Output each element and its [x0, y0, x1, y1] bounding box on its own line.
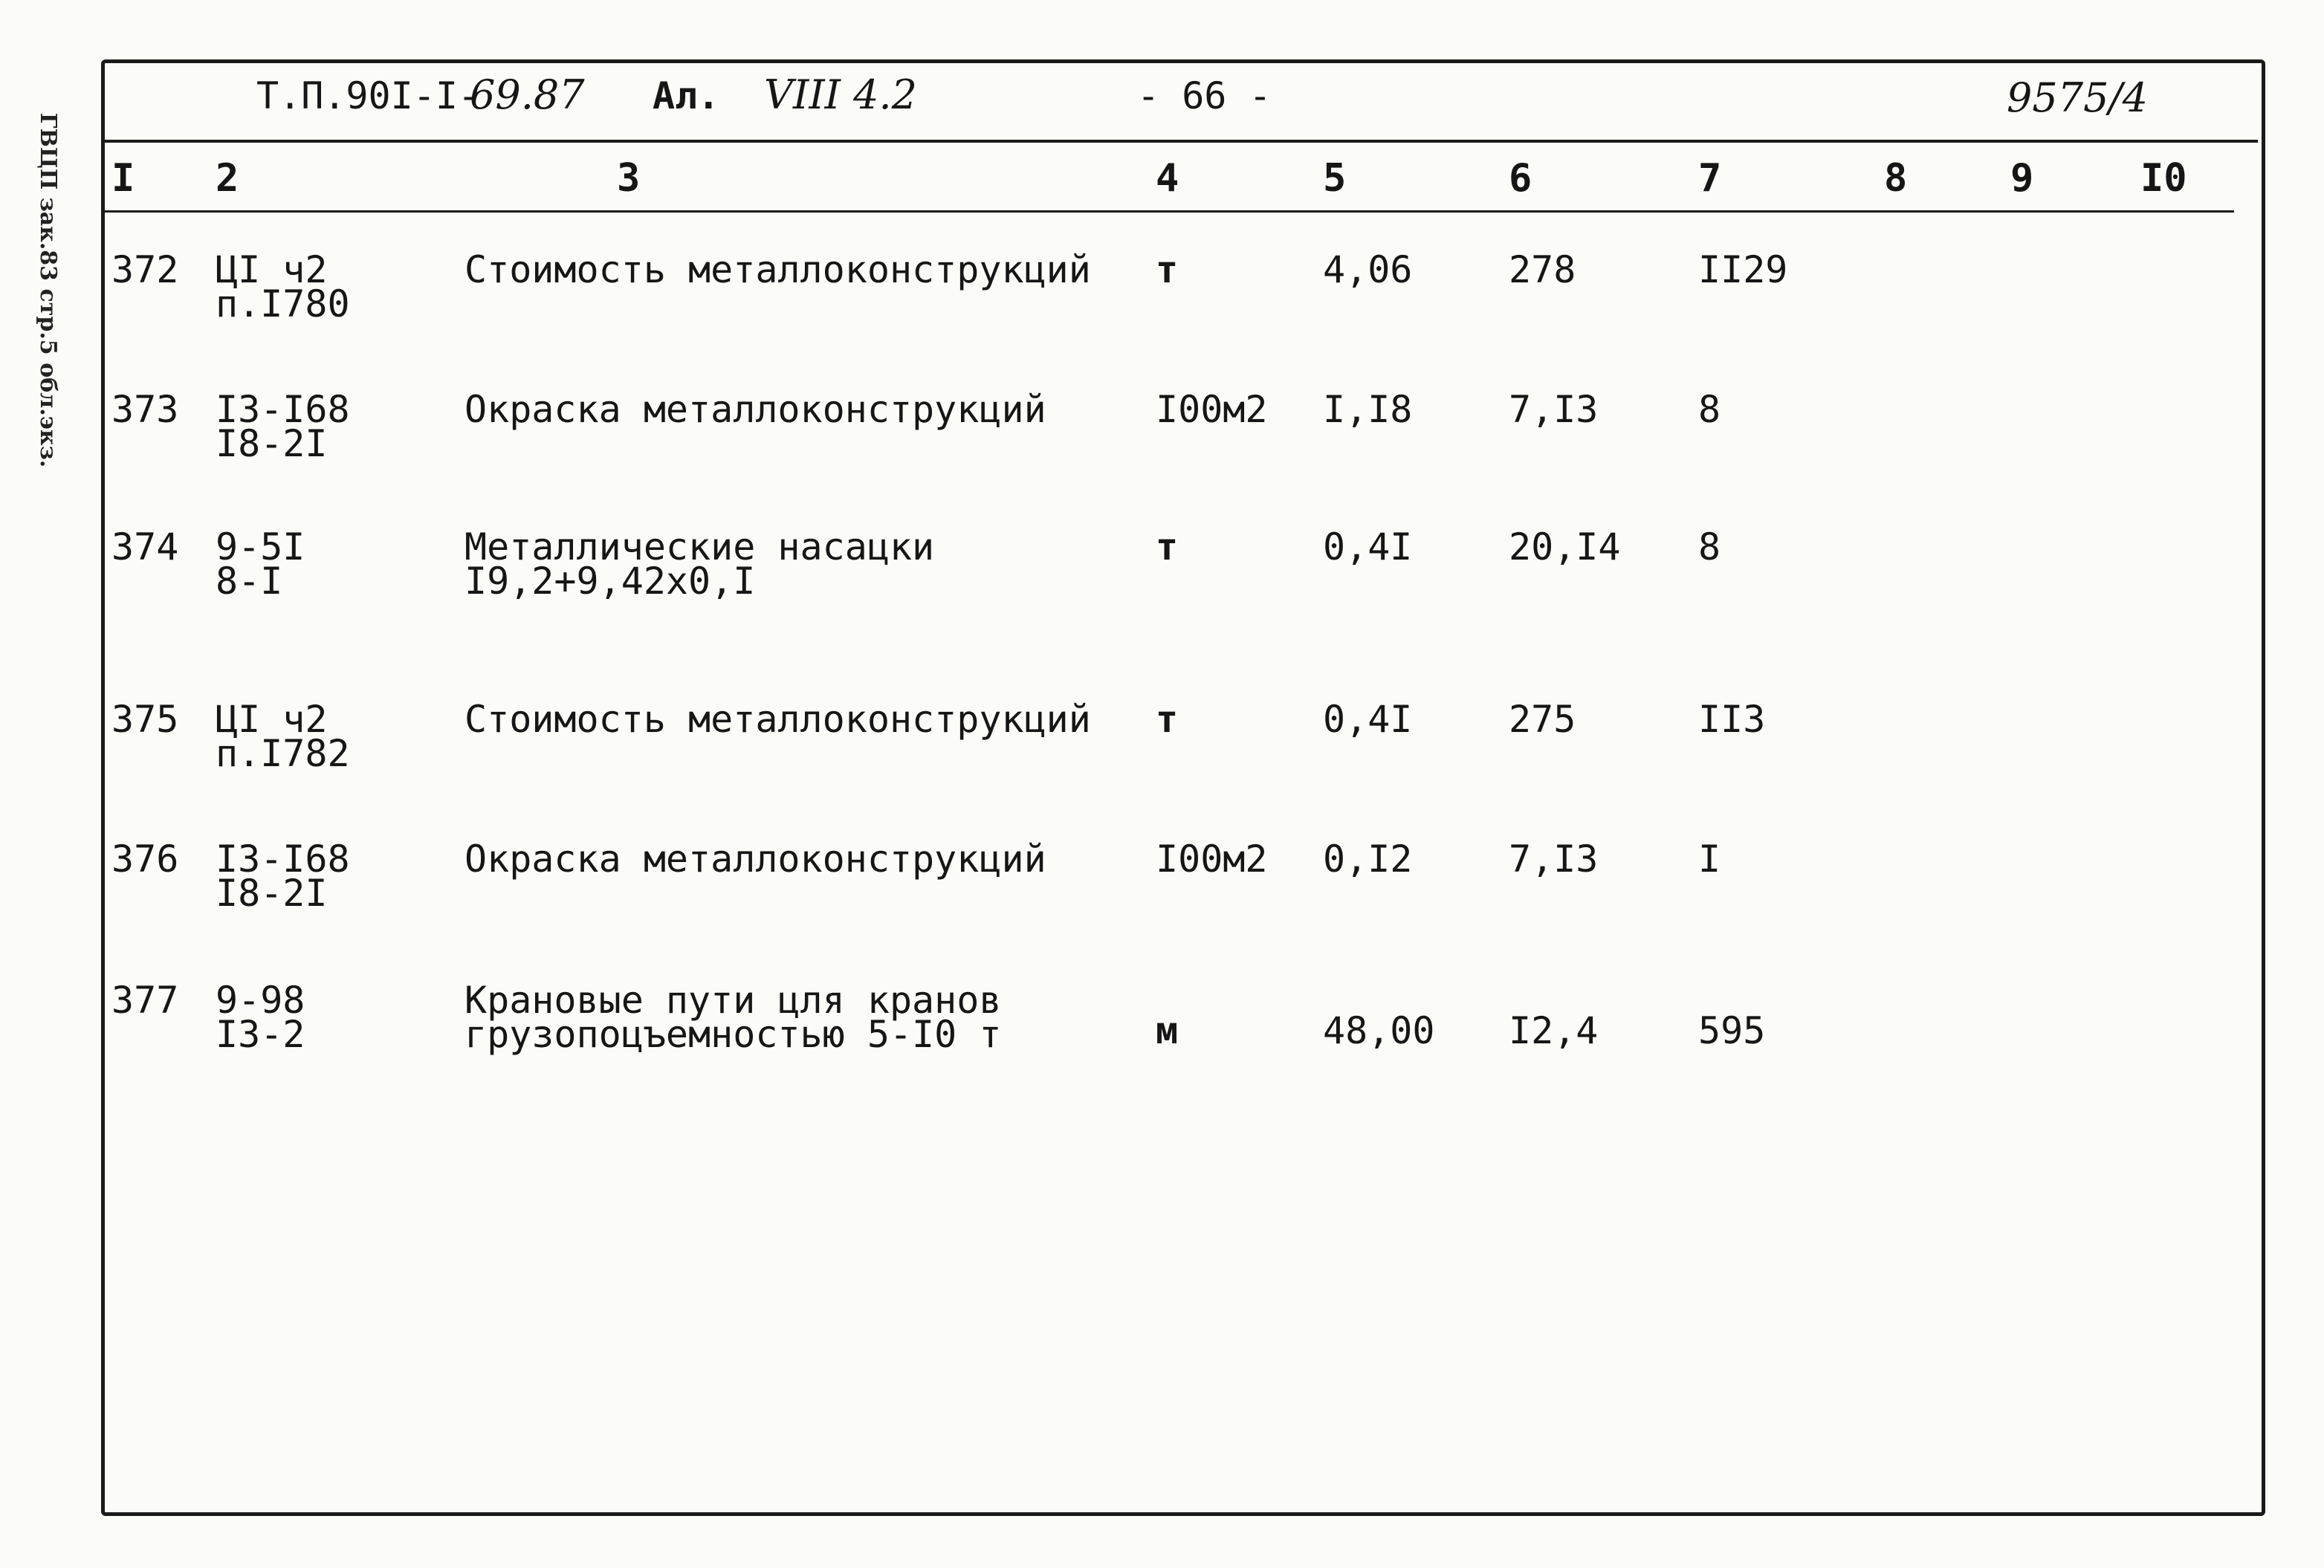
row-375-price: 275: [1509, 698, 1576, 741]
row-373-quantity: I,I8: [1323, 388, 1413, 431]
row-376-price: 7,I3: [1509, 838, 1599, 881]
column-number-2: 2: [216, 156, 239, 201]
column-number-3: 3: [617, 156, 641, 201]
row-376-number: 376: [111, 838, 179, 881]
column-number-5: 5: [1323, 156, 1347, 201]
row-374-price: 20,I4: [1509, 525, 1621, 568]
row-377-quantity: 48,00: [1323, 1009, 1435, 1052]
row-373-price: 7,I3: [1509, 388, 1599, 431]
designation-prefix: Т.П.90I-I-: [256, 74, 481, 117]
row-376-quantity: 0,I2: [1323, 838, 1413, 881]
row-372-name: Стоимость металлоконструкций: [465, 248, 1091, 291]
side-stamp: [30, 59, 67, 520]
row-372-quantity: 4,06: [1323, 248, 1413, 291]
column-number-8: 8: [1884, 156, 1908, 201]
row-373-total: 8: [1698, 388, 1721, 431]
row-372-price: 278: [1509, 248, 1576, 291]
row-377-total: 595: [1698, 1009, 1766, 1052]
row-377-code-line-1: 9-98: [216, 979, 305, 1022]
row-372-total: II29: [1698, 248, 1788, 291]
row-376-name: Окраска металлоконструкций: [465, 838, 1046, 881]
row-377-number: 377: [111, 979, 179, 1022]
column-number-divider: [101, 210, 2234, 213]
row-373-name: Окраска металлоконструкций: [465, 388, 1046, 431]
row-374-name-line-1: Металлические насацки: [465, 525, 935, 568]
row-374-unit: т: [1156, 525, 1179, 568]
row-374-quantity: 0,4I: [1323, 525, 1413, 568]
row-372-code-line-2: п.I780: [216, 282, 350, 325]
row-375-total: II3: [1698, 698, 1766, 741]
row-375-code-line-2: п.I782: [216, 732, 350, 775]
column-number-1: I: [111, 156, 135, 201]
row-372-unit: т: [1156, 248, 1179, 291]
column-number-6: 6: [1509, 156, 1532, 201]
row-373-number: 373: [111, 388, 179, 431]
row-375-quantity: 0,4I: [1323, 698, 1413, 741]
row-372-number: 372: [111, 248, 179, 291]
row-375-name: Стоимость металлоконструкций: [465, 698, 1091, 741]
row-377-price: I2,4: [1509, 1009, 1599, 1052]
column-number-4: 4: [1156, 156, 1179, 201]
side-stamp-text: ГВЦП зак.83 стр.5 обл.экз.: [35, 112, 62, 467]
row-376-code-line-2: I8-2I: [216, 872, 328, 915]
row-377-name-line-1: Крановые пути цля кранов: [465, 979, 1002, 1022]
table-frame: [101, 59, 2265, 1516]
row-374-name-line-2: I9,2+9,42х0,I: [465, 560, 756, 603]
row-375-code-line-1: ЦI ч2: [216, 698, 328, 741]
column-number-7: 7: [1698, 156, 1722, 201]
row-374-code-line-1: 9-5I: [216, 525, 305, 568]
album-label: Ал.: [653, 74, 720, 117]
row-372-code-line-1: ЦI ч2: [216, 248, 328, 291]
album-handwritten: VIII 4.2: [764, 71, 918, 118]
row-377-unit: м: [1156, 1009, 1179, 1052]
row-377-name-line-2: грузопоцъемностью 5-I0 т: [465, 1013, 1002, 1056]
header-divider: [101, 140, 2258, 143]
column-number-9: 9: [2010, 156, 2034, 201]
row-376-unit: I00м2: [1156, 838, 1268, 881]
archive-number: 9575/4: [2007, 74, 2148, 121]
row-375-unit: т: [1156, 698, 1179, 741]
row-373-code-line-1: I3-I68: [216, 388, 350, 431]
row-375-number: 375: [111, 698, 179, 741]
row-376-total: I: [1698, 838, 1721, 881]
column-number-10: I0: [2140, 156, 2187, 201]
page-number: - 66 -: [1137, 74, 1272, 117]
row-376-code-line-1: I3-I68: [216, 838, 350, 881]
row-374-total: 8: [1698, 525, 1721, 568]
row-374-code-line-2: 8-I: [216, 560, 283, 603]
row-373-unit: I00м2: [1156, 388, 1268, 431]
row-373-code-line-2: I8-2I: [216, 422, 328, 465]
row-377-code-line-2: I3-2: [216, 1013, 305, 1056]
row-374-number: 374: [111, 525, 179, 568]
designation-handwritten: 69.87: [470, 71, 585, 118]
